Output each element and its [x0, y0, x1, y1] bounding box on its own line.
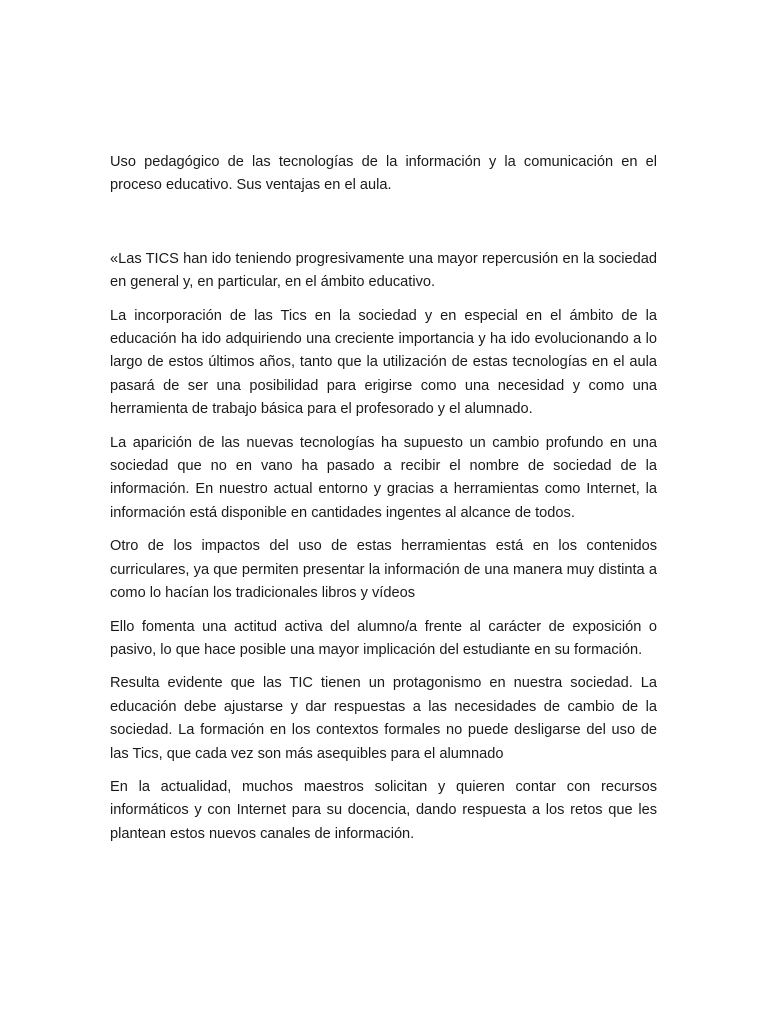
paragraph-5: Ello fomenta una actitud activa del alumno/a frente al carácter de exposición o pasivo, lo que hace posible una mayor implicación del estudiante en su formación. [110, 618, 657, 658]
paragraph-3: La aparición de las nuevas tecnologías ha supuesto un cambio profundo en una sociedad que no en vano ha pasado a recibir el nombre de sociedad de la información. En nuestro actual entorno y gracias a herramientas como Internet, la información está disponible en cantidades ingentes al alcance de todos. [110, 434, 657, 521]
paragraph-1: «Las TICS han ido teniendo progresivamente una mayor repercusión en la sociedad en general y, en particular, en el ámbito educativo. [110, 250, 657, 291]
document-title: Uso pedagógico de las tecnologías de la información y la comunicación en el proceso educativo. Sus ventajas en el aula. [110, 154, 657, 194]
document-body [110, 151, 657, 856]
paragraph-6: Resulta evidente que las TIC tienen un protagonismo en nuestra sociedad. La educación debe ajustarse y dar respuestas a las necesidades de cambio de la sociedad. La formación en los contextos formales no puede desligarse del uso de las Tics, que cada vez son más asequibles para el alumnado [110, 675, 657, 762]
paragraph-4: Otro de los impactos del uso de estas herramientas está en los contenidos curriculares, ya que permiten presentar la información de una manera muy distinta a como lo hacían los tradicionales libros y vídeos [110, 538, 657, 602]
paragraph-7: En la actualidad, muchos maestros solicitan y quieren contar con recursos informáticos y con Internet para su docencia, dando respuesta a los retos que les plantean estos nuevos canales de información. [110, 778, 657, 842]
paragraph-2: La incorporación de las Tics en la sociedad y en especial en el ámbito de la educación ha ido adquiriendo una creciente importancia y ha ido evolucionando a lo largo de estos últimos años, tanto que la utilización de estas tecnologías en el aula pasará de ser una posibilidad para erigirse como una necesidad y como una herramienta de trabajo básica para el profesorado y el alumnado. [110, 307, 657, 418]
